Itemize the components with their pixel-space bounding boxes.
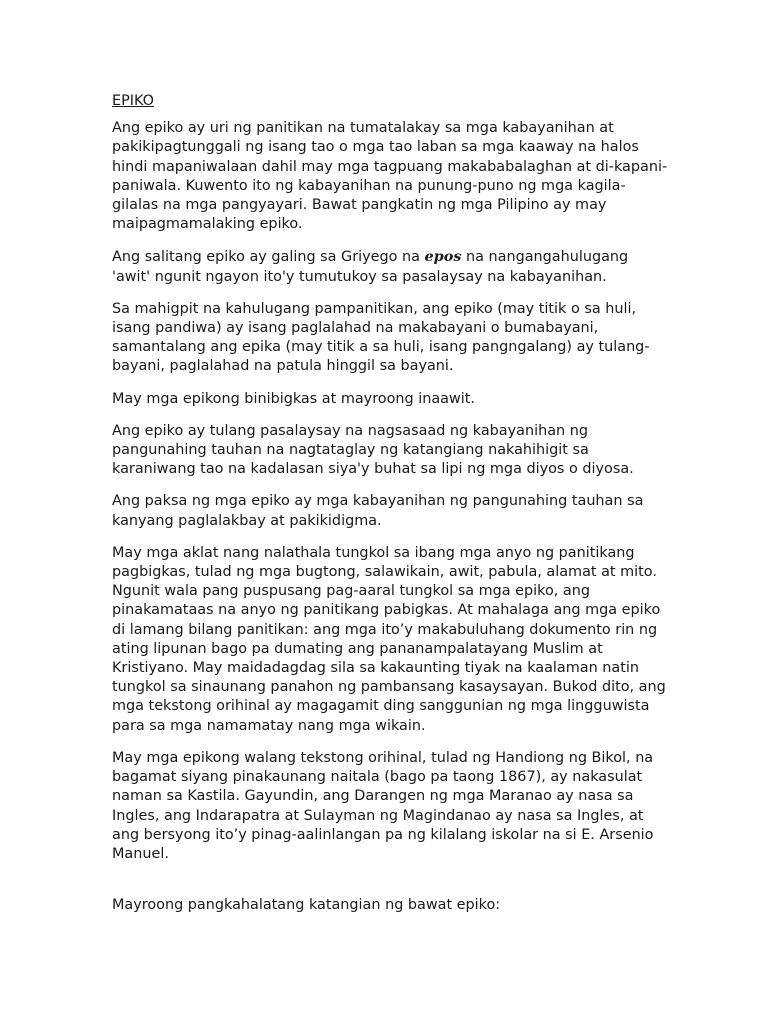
paragraph-7: May mga aklat nang nalathala tungkol sa ibang mga anyo ng panitikang pagbigkas, tulad ng mga bugtong, salawikain, awit, pabula, alamat at mito. Ngunit wala pang puspusang pag-aaral tungkol sa mga epiko, ang pinakamataas na anyo ng panitikang pabigkas. At mahalaga ang mga epiko di lamang bilang panitikan: ang mga ito’y makabuluhang dokumento rin ng ating lipunan bago pa dumating ang pananampalatayang Muslim at Kristiyano. May maidadagdag sila sa kakaunting tiyak na kaalaman natin tungkol sa sinaunang panahon ng pambansang kasaysayan. Bukod dito, ang mga tekstong orihinal ay magagamit ding sanggunian ng mga lingguwista para sa mga namamatay nang mga wikain.	[112, 544, 666, 734]
paragraph-5: Ang epiko ay tulang pasalaysay na nagsasaad ng kabayanihan ng pangunahing tauhan na nagtataglay ng katangiang nakahihigit sa karaniwang tao na kadalasan siya'y buhat sa lipi ng mga diyos o diyosa.	[112, 422, 634, 478]
document-body	[112, 92, 668, 928]
paragraph-9: Mayroong pangkahalatang katangian ng bawat epiko:	[112, 897, 501, 914]
paragraph-2-text-before: Ang salitang epiko ay galing sa Griyego na	[112, 249, 425, 266]
blank-line	[112, 877, 668, 896]
document-title: EPIKO	[112, 93, 154, 109]
paragraph-3: Sa mahigpit na kahulugang pampanitikan, ang epiko (may titik o sa huli, isang pandiwa) ay isang paglalahad na makabayani o bumabayani, samantalang ang epika (may titik a sa huli, isang pangngalang) ay tulang-bayani, paglalahad na patula hinggil sa bayani.	[112, 300, 650, 375]
paragraph-2-text-after: na nangangahulugang 'awit' ngunit ngayon ito'y tumutukoy sa pasalaysay na kabayanihan.	[112, 249, 629, 285]
epos-term: epos	[424, 248, 462, 266]
paragraph-6: Ang paksa ng mga epiko ay mga kabayanihan ng pangunahing tauhan sa kanyang paglalakbay at pakikidigma.	[112, 493, 644, 529]
paragraph-2	[112, 247, 668, 286]
paragraph-4: May mga epikong binibigkas at mayroong inaawit.	[112, 390, 475, 407]
paragraph-8: May mga epikong walang tekstong orihinal, tulad ng Handiong ng Bikol, na bagamat siyang pinakaunang naitala (bago pa taong 1867), ay nakasulat naman sa Kastila. Gayundin, ang Darangen ng mga Maranao ay nasa sa Ingles, ang Indarapatra at Sulayman ng Magindanao ay nasa sa Ingles, at ang bersyong ito’y pinag-aalinlangan pa ng kilalang iskolar na si E. Arsenio Manuel.	[112, 749, 654, 862]
paragraph-1: Ang epiko ay uri ng panitikan na tumatalakay sa mga kabayanihan at pakikipagtunggali ng isang tao o mga tao laban sa mga kaaway na halos hindi mapaniwalaan dahil may mga tagpuang makababalaghan at di-kapani-paniwala. Kuwento ito ng kabayanihan na punung-puno ng mga kagila-gilalas na mga pangyayari. Bawat pangkatin ng mga Pilipino ay may maipagmamalaking epiko.	[112, 120, 668, 233]
